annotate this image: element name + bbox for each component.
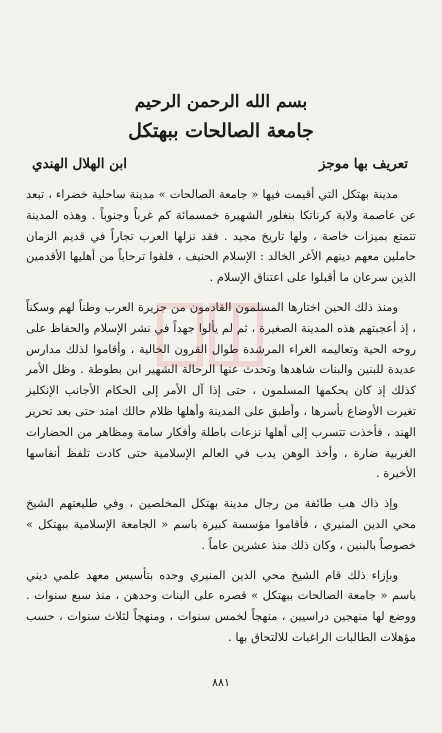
page-title: جامعة الصالحات ببهتكل (128, 120, 314, 142)
subtitle: تعريف بها موجز (319, 156, 408, 172)
page-number: ٨٨١ (212, 676, 230, 689)
subtitle-row (26, 156, 416, 172)
paragraph-2: ومنذ ذلك الحين اختارها المسلمون القادمون من جزيرة العرب وطناً لهم وسكناً ، إذ أعجبتهم هذه المدينة الصغيرة ، ثم لم يألوا جهداً في نشر الإسلام والحفاظ على روحه الحية وتعاليمه الغراء المرشدة طوال القرون الخالية ، وأقاموا لذلك مدارس عديدة للبنين والبنات شاهدها وتحدث عنها الرحالة الشهير ابن بطوطة . وظل الأمر كذلك إذ كان يحكمها المسلمون ، حتى إذا آل الأمر إلى الحكام الأجانب الإنكليز تغيرت الأوضاع بأسرها ، وأطبق على المدينة وأهلها ظلام حالك امتد حتى بعد تحرير الهند ، فأخذت تتسرب إلى أهلها نزعات باطلة وأفكار سامة ومظاهر من الحضارات الغربية ضارة ، وأخذ الوهن يدب في العالم الإسلامية حتى كادت تلفظ أنفاسها الأخيرة . (26, 299, 416, 481)
paragraph-1: مدينة بهتكل التي أقيمت فيها « جامعة الصالحات » مدينة ساحلية خضراء ، تبعد عن عاصمة ولاية كرناتكا بنغلور الشهيرة خمسمائة كم غرباً وجنوباً . وهذه المدينة تتمتع بميزات خاصة ، ولها تاريخ مجيد . فقد نزلها العرب تجاراً في قديم الزمان حاملين معهم دينهم الأغر الخالد : الإسلام الحنيف ، فلقوا ترحاباً من أهليها الأقدمين الذين سرعان ما أقبلوا على اعتناق الإسلام . (26, 187, 416, 285)
paragraph-3: وإذ ذاك هب طائفة من رجال مدينة بهتكل المخلصين ، وفي طليعتهم الشيخ محي الدين المنيري ، فأقاموا مؤسسة كبيرة باسم « الجامعة الإسلامية ببهتكل » خصوصاً بالبنين ، وكان ذلك منذ عشرين عاماً . (26, 496, 416, 552)
basmala-heading: بسم الله الرحمن الرحيم (134, 92, 308, 112)
author-name: ابن الهلال الهندي (32, 156, 127, 172)
paragraph-4: وبإزاء ذلك قام الشيخ محي الدين المنيري وحده بتأسيس معهد علمي ديني باسم « جامعة الصالحات ببهتكل » قصره على البنات وحدهن ، منذ سبع سنوات . ووضع لها منهجين دراسيين ، منهجاً لخمس سنوات ، ومنهجاً لثلاث سنوات ، حسب مؤهلات الطالبات الراغبات للالتحاق بها . (26, 567, 416, 644)
